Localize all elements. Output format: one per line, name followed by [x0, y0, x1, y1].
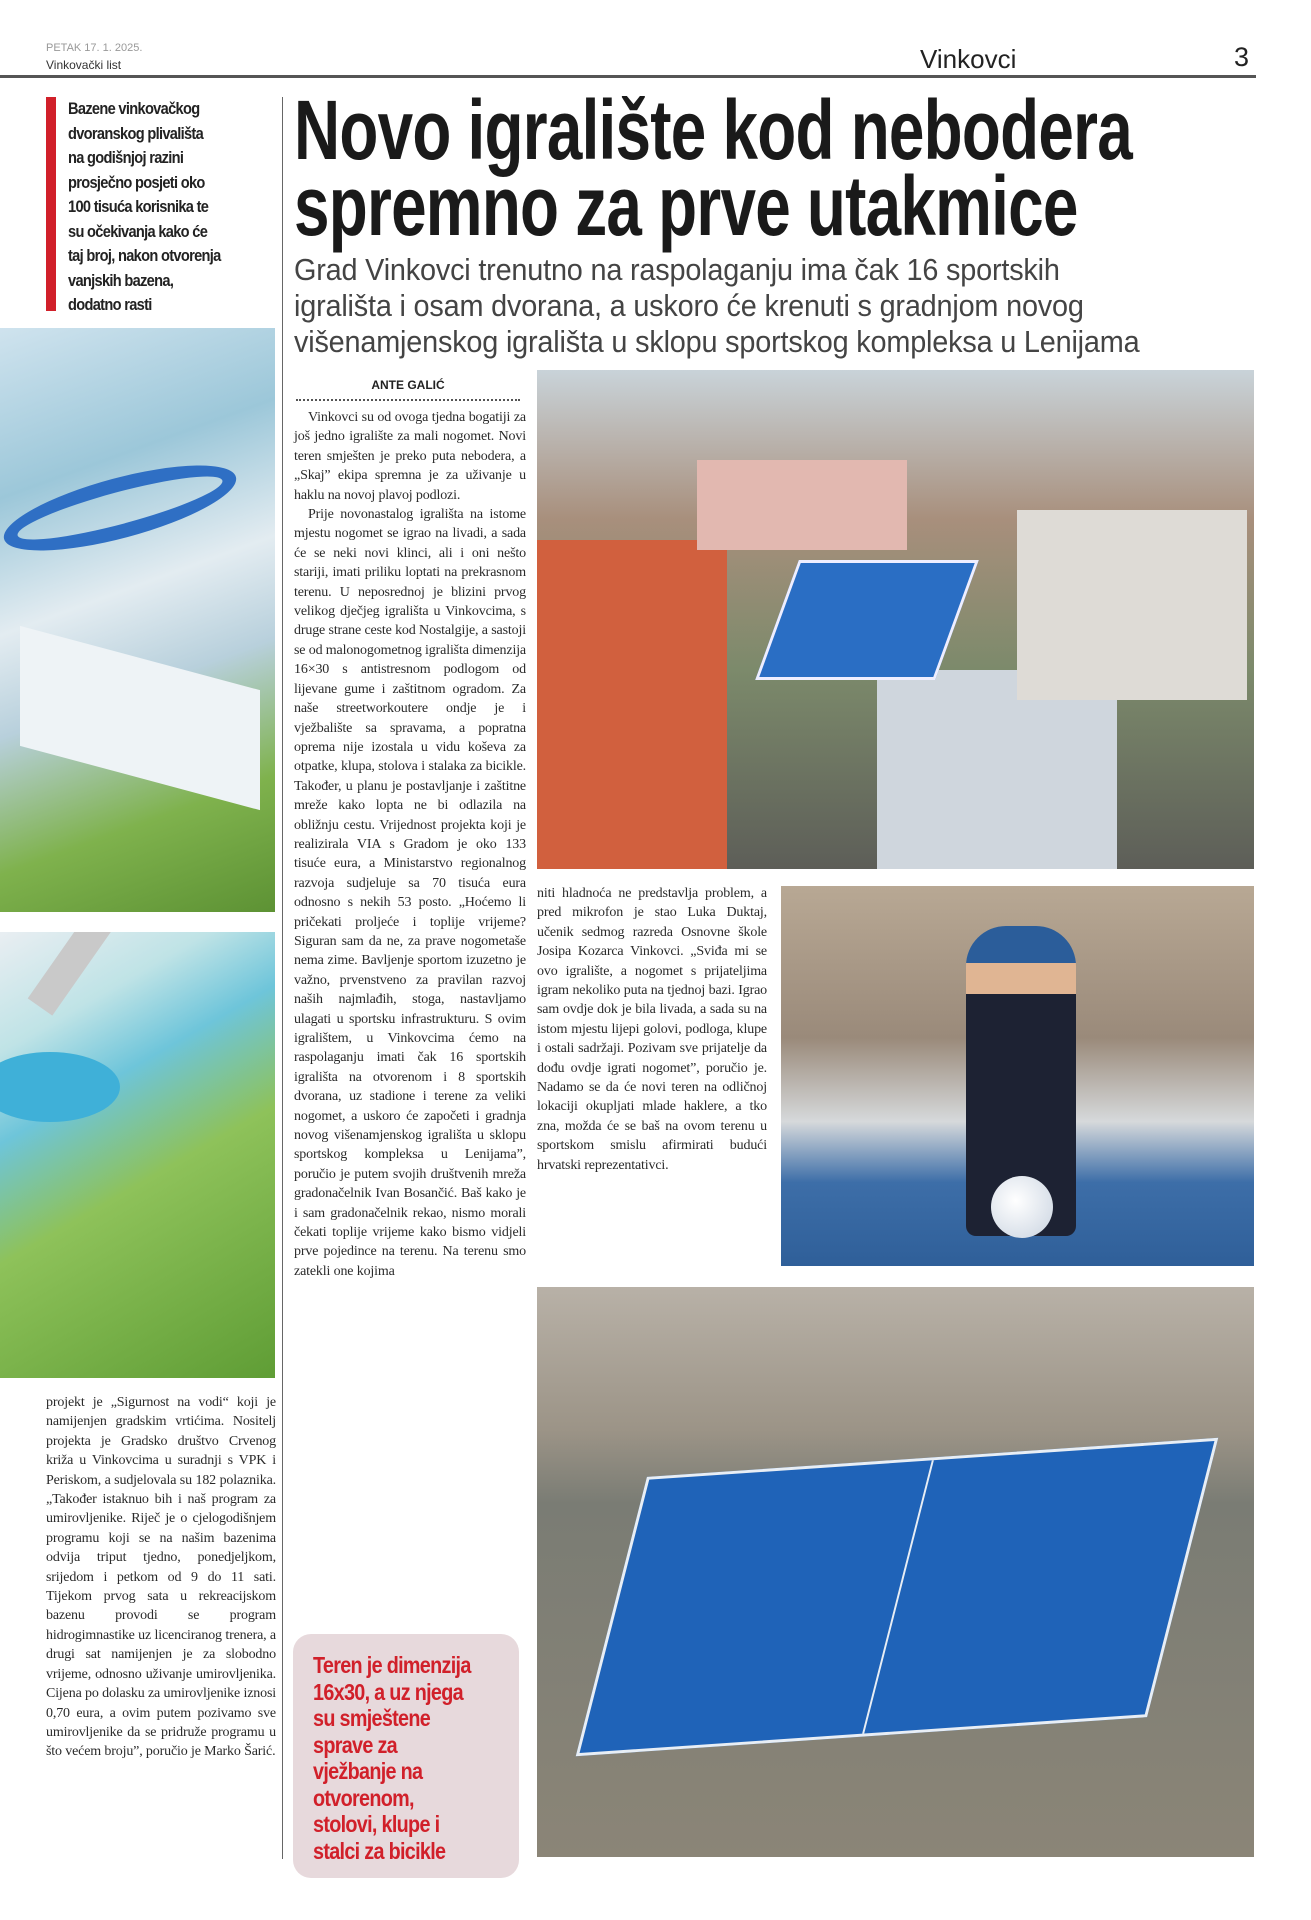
callout-line: su očekivanja kako će — [68, 221, 208, 241]
article-column-2 — [537, 884, 767, 1175]
newspaper-name: Vinkovački list — [46, 58, 122, 72]
page-number: 3 — [1234, 42, 1250, 72]
pull-quote-line: stalci za bicikle — [313, 1837, 446, 1864]
article-paragraph: niti hladnoća ne predstavlja problem, a pred mikrofon je stao Luka Duktaj, učenik sedmog razreda Osnovne škole Josipa Kozarca Vinkovci. „Sviđa mi se ovo igralište, a nogomet s prijateljima igram nekoliko puta na tjednoj bazi. Igrao sam ovdje dok je bila livada, a sada su na istom mjestu lijepi golovi, podloga, klupe i ostali sadržaji. Pozivam sve prijatelje da dođu ovdje igrati nogomet”, poručio je. Nadamo se da će novi teren na odličnoj lokaciji okupljati mlade haklere, a tko zna, možda će se baš na ovom terenu u sportskom smislu afirmirati budući hrvatski reprezentativci. — [537, 886, 767, 1173]
callout-line: 100 tisuća korisnika te — [68, 197, 209, 216]
article-column-1 — [294, 408, 526, 1281]
pull-quote-line: sprave za — [313, 1731, 397, 1758]
header-rule — [0, 75, 1256, 78]
callout-line: dvoranskog plivališta — [68, 123, 204, 143]
subheadline-line: višenamjenskog igrališta u sklopu sportskog kompleksa u Lenijama — [294, 324, 1140, 359]
headline — [294, 83, 1282, 253]
pull-quote-line: 16x30, a uz njega — [313, 1678, 463, 1705]
subheadline-line: igrališta i osam dvorana, a uskoro će krenuti s gradnjom novog — [294, 288, 1084, 323]
subheadline-line: Grad Vinkovci trenutno na raspolaganju ima čak 16 sportskih — [294, 252, 1060, 287]
pool-rendering-photo — [0, 328, 275, 912]
court-aerial-photo — [537, 1287, 1254, 1857]
callout-line: prosječno posjeti oko — [68, 172, 205, 192]
callout-line: vanjskih bazena, — [68, 270, 174, 290]
callout-line: taj broj, nakon otvorenja — [68, 246, 221, 265]
section-title: Vinkovci — [920, 44, 1017, 74]
sidebar-paragraph: projekt je „Sigurnost na vodi“ koji je namijenjen gradskim vrtićima. Nositelj projekta je Gradsko društvo Crvenog križa u Vinkovcima u suradnji s VPK i Periskom, a sudjelovala su 182 polaznika. „Također istaknuo bih i naš program za umirovljenike. Riječ je o cjelogodišnjem programu koji se na našim bazenima odvija triput tjedno, ponedjeljkom, srijedom i petkom od 9 do 11 sati. Tijekom prvog sata u rekreacijskom bazenu provodi se program hidrogimnastike uz licenciranog trenera, a drugi sat namijenjen je za slobodno vrijeme, odnosno uživanje umirovljenika. Cijena po dolasku za umirovljenike iznosi 0,70 eura, a ovim putem pozivamo sve umirovljenike da se pridruže programu u što većem broju”, poručio je Marko Šarić. — [46, 1395, 276, 1760]
sidebar-callout — [46, 97, 276, 314]
article-paragraph: Vinkovci su od ovoga tjedna bogatiji za još jedno igralište za mali nogomet. Novi teren smješten je preko puta nebodera, a „Skaj” ekipa spremna je za uživanje u haklu na novoj plavoj podlozi. — [294, 410, 526, 503]
article-paragraph: Prije novonastalog igrališta na istome mjestu nogomet se igrao na livadi, a sada će se neki novi klinci, ali i oni nešto stariji, imati priliku loptati na prekrasnom terenu. U neposrednoj je blizini prvog velikog dječjeg igrališta u Vinkovcima, s druge strane ceste kod Nostalgije, a sastoji se od malonogometnog igrališta dimenzija 16×30 s antistresnom podlogom od lijevane gume i zaštitnom ogradom. Za naše streetworkoutere ondje je i vježbalište sa spravama, a popratna oprema nije izostala u vidu koševa za otpatke, klupa, stolova i stalaka za bicikle. Također, u planu je postavljanje i zaštitne mreže kako lopta ne bi odlazila na obližnju cestu. Vrijednost projekta koji je realizirala VIA s Gradom je oko 133 tisuće eura, a Ministarstvo regionalnog razvoja sudjeluje sa 70 tisuća eura odnosno s nekih 53 posto. „Hoćemo li pričekati proljeće i toplije vrijeme? Siguran sam da ne, za prave nogometaše nema zime. Bavljenje sportom izuzetno je važno, prvenstveno za pravilan razvoj naših najmlađih, stoga, nastavljamo ulagati u sportsku infrastrukturu. S ovim igralištem, u Vinkovcima ćemo na raspolaganju imati čak 16 sportskih igrališta na otvorenom i 8 sportskih dvorana, uz stadione i terene za veliki nogomet, a uskoro će započeti i gradnja novog višenamjenskog igrališta u sklopu sportskog kompleksa u Lenijama”, poručio je putem svojih društvenih mreža gradonačelnik Ivan Bosančić. Baš kako je i sam gradonačelnik rekao, nismo morali čekati toplije vrijeme kako bismo vidjeli prve pojedince na terenu. Na terenu smo zatekli one kojima — [294, 507, 526, 1279]
pull-quote-line: vježbanje na — [313, 1758, 423, 1784]
boy-with-ball-photo — [781, 886, 1254, 1266]
sidebar-article-text — [46, 1393, 276, 1762]
pull-quote-line: Teren je dimenzija — [313, 1652, 471, 1678]
callout-line: dodatno rasti — [68, 295, 152, 314]
pull-quote-line: stolovi, klupe i — [313, 1811, 440, 1837]
author-byline: ANTE GALIĆ — [371, 378, 445, 392]
byline-divider — [296, 399, 520, 401]
pull-quote-line: su smještene — [313, 1705, 431, 1731]
column-divider — [282, 97, 283, 1859]
pull-quote — [293, 1634, 519, 1878]
subheadline — [294, 252, 1264, 360]
callout-line: na godišnjoj razini — [68, 148, 184, 167]
pool-complex-rendering-photo — [0, 932, 275, 1378]
callout-line: Bazene vinkovačkog — [68, 99, 200, 118]
headline-line: Novo igralište kod nebodera — [294, 83, 1132, 177]
pull-quote-line: otvorenom, — [313, 1784, 414, 1811]
issue-date: PETAK 17. 1. 2025. — [46, 42, 143, 54]
aerial-photo-buildings — [537, 370, 1254, 869]
headline-line: spremno za prve utakmice — [294, 159, 1078, 253]
